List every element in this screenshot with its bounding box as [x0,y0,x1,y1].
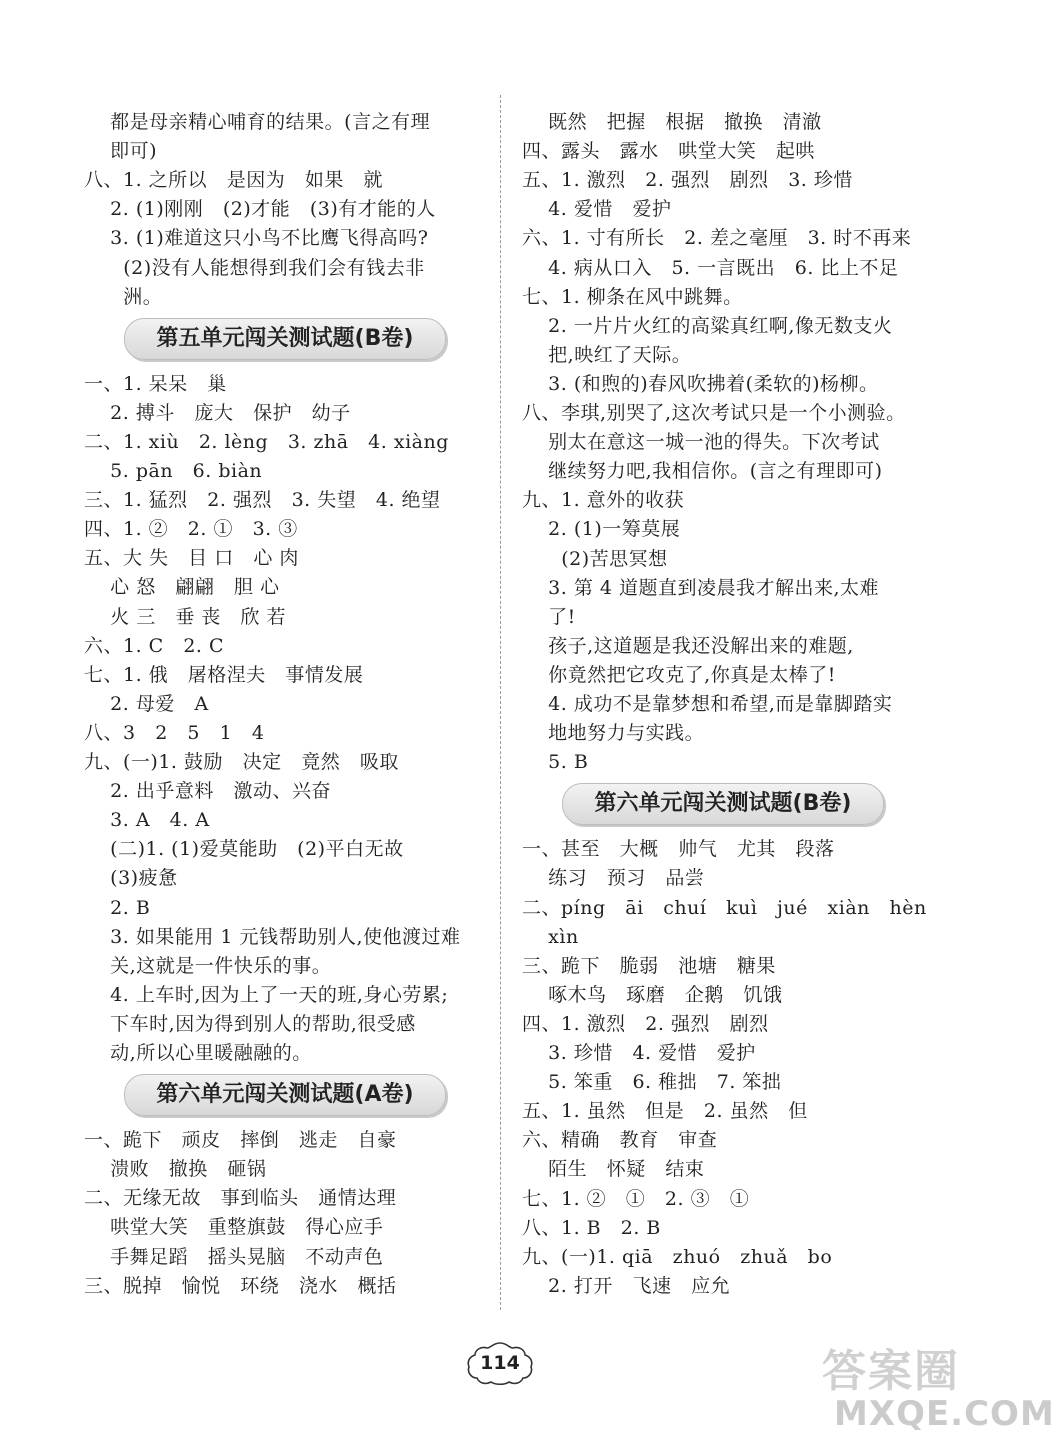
watermark-logo: 答案圈 [822,1346,960,1397]
answer-line: 三、跪下 脆弱 池塘 糖果 [522,954,776,977]
answer-line: 八、1. B 2. B [522,1216,661,1239]
answer-line: 二、无缘无故 事到临头 通情达理 [84,1187,397,1210]
answer-line: 哄堂大笑 重整旗鼓 得心应手 [84,1216,384,1239]
answer-line: 动,所以心里暖融融的。 [84,1042,312,1064]
page-number-badge [465,1340,535,1386]
answer-line: 六、1. 寸有所长 2. 差之毫厘 3. 时不再来 [522,227,912,250]
answer-line: 一、甚至 大概 帅气 尤其 段落 [522,838,835,861]
answer-line: 3. (1)难道这只小鸟不比鹰飞得高吗? [84,227,429,250]
answer-line: 五、1. 激烈 2. 强烈 剧烈 3. 珍惜 [522,169,853,192]
answer-line: 五、大 失 目 口 心 肉 [84,547,299,570]
answer-line: (2)苦思冥想 [522,547,668,570]
answer-line: 地地努力与实践。 [522,722,705,745]
answer-line: 3. A 4. A [84,809,210,832]
answer-line: 一、跪下 顽皮 摔倒 逃走 自豪 [84,1129,397,1152]
watermark-url: MXQE.COM [834,1394,1055,1434]
answer-line: 四、1. ② 2. ① 3. ③ [84,518,298,541]
answer-line: 孩子,这道题是我还没解出来的难题, [522,634,854,657]
answer-line: 陌生 怀疑 结束 [522,1158,705,1181]
answer-line: 手舞足蹈 摇头晃脑 不动声色 [84,1245,384,1268]
answer-line: 把,映红了天际。 [522,343,692,366]
answer-line: 七、1. 柳条在风中跳舞。 [522,285,743,308]
answer-line: 4. 爱惜 爱护 [522,198,672,221]
answer-line: xìn [522,925,579,948]
answer-line: 关,这就是一件快乐的事。 [84,954,332,977]
answer-line: 三、1. 猛烈 2. 强烈 3. 失望 4. 绝望 [84,489,441,512]
answer-line: 六、1. C 2. C [84,634,225,657]
answer-line: 心 怒 翩翩 胆 心 [84,576,280,599]
answer-line: 九、(一)1. 鼓励 决定 竟然 吸取 [84,751,399,773]
answer-line: 洲。 [84,285,163,308]
answer-line: 九、1. 意外的收获 [522,489,685,512]
answer-line: 2. B [84,896,151,919]
answer-line: 都是母亲精心哺育的结果。(言之有理 [84,111,431,133]
column-divider [500,95,502,1310]
answer-line: 5. pān 6. biàn [84,460,263,482]
answer-line: 3. (和煦的)春风吹拂着(柔软的)杨柳。 [522,372,879,395]
answer-line: 2. 打开 飞速 应允 [522,1274,731,1297]
section-heading: 第五单元闯关测试题(B卷) [124,318,446,360]
answer-line: 八、3 2 5 1 4 [84,721,265,744]
answer-line: 4. 上车时,因为上了一天的班,身心劳累; [84,983,449,1006]
answer-line: 练习 预习 品尝 [522,867,705,890]
answer-line: 六、精确 教育 审查 [522,1129,718,1152]
answer-line: 3. 第 4 道题直到凌晨我才解出来,太难 [522,576,880,599]
answer-line: (3)疲惫 [84,867,178,890]
answer-line: 了! [522,605,576,628]
answer-line: 火 三 垂 丧 欣 若 [84,605,287,628]
answer-line: 2. 一片片火红的高粱真红啊,像无数支火 [522,314,893,337]
answer-line: 七、1. 俄 屠格涅夫 事情发展 [84,663,364,686]
answer-line: 九、(一)1. qiā zhuó zhuǎ bo [522,1245,833,1268]
answer-line: (2)没有人能想得到我们会有钱去非 [84,256,425,279]
answer-line: 三、脱掉 愉悦 环绕 浇水 概括 [84,1274,397,1297]
section-heading: 第六单元闯关测试题(B卷) [562,783,884,825]
answer-line: 2. 母爱 A [84,692,209,715]
answer-line: 下车时,因为得到别人的帮助,很受感 [84,1012,416,1035]
answer-line: 别太在意这一城一池的得失。下次考试 [522,431,880,454]
answer-line: 四、露头 露水 哄堂大笑 起哄 [522,140,815,163]
answer-line: 既然 把握 根据 撤换 清澈 [522,111,822,133]
page-number: 114 [480,1352,520,1374]
answer-line: 4. 成功不是靠梦想和希望,而是靠脚踏实 [522,693,893,715]
answer-line: 溃败 撤换 砸锅 [84,1158,267,1181]
answer-line: 啄木鸟 琢磨 企鹅 饥饿 [522,983,783,1006]
answer-line: 一、1. 呆呆 巢 [84,372,227,395]
answer-line: 3. 如果能用 1 元钱帮助别人,使他渡过难 [84,925,461,948]
answer-line: 2. (1)刚刚 (2)才能 (3)有才能的人 [84,198,436,221]
answer-line: 继续努力吧,我相信你。(言之有理即可) [522,460,883,483]
answer-line: 五、1. 虽然 但是 2. 虽然 但 [522,1100,808,1123]
answer-line: 5. B [522,751,589,774]
answer-line: 你竟然把它攻克了,你真是太棒了! [522,663,836,686]
answer-line: 5. 笨重 6. 稚拙 7. 笨拙 [522,1071,782,1094]
answer-line: 3. 珍惜 4. 爱惜 爱护 [522,1042,756,1064]
answer-line: (二)1. (1)爱莫能助 (2)平白无故 [84,838,404,861]
answer-line: 2. 出乎意料 激动、兴奋 [84,780,331,803]
answer-line: 即可) [84,140,158,163]
answer-line: 四、1. 激烈 2. 强烈 剧烈 [522,1012,769,1035]
answer-line: 2. 搏斗 庞大 保护 幼子 [84,401,351,424]
answer-line: 八、李琪,别哭了,这次考试只是一个小测验。 [522,402,906,424]
answer-line: 二、1. xiù 2. lèng 3. zhā 4. xiàng [84,430,449,453]
answer-line: 4. 病从口入 5. 一言既出 6. 比上不足 [522,256,899,279]
answer-line: 2. (1)一筹莫展 [522,518,681,541]
answer-line: 二、píng āi chuí kuì jué xiàn hèn [522,896,927,919]
section-heading: 第六单元闯关测试题(A卷) [124,1074,446,1116]
answer-line: 七、1. ② ① 2. ③ ① [522,1187,750,1210]
answer-line: 八、1. 之所以 是因为 如果 就 [84,169,384,192]
